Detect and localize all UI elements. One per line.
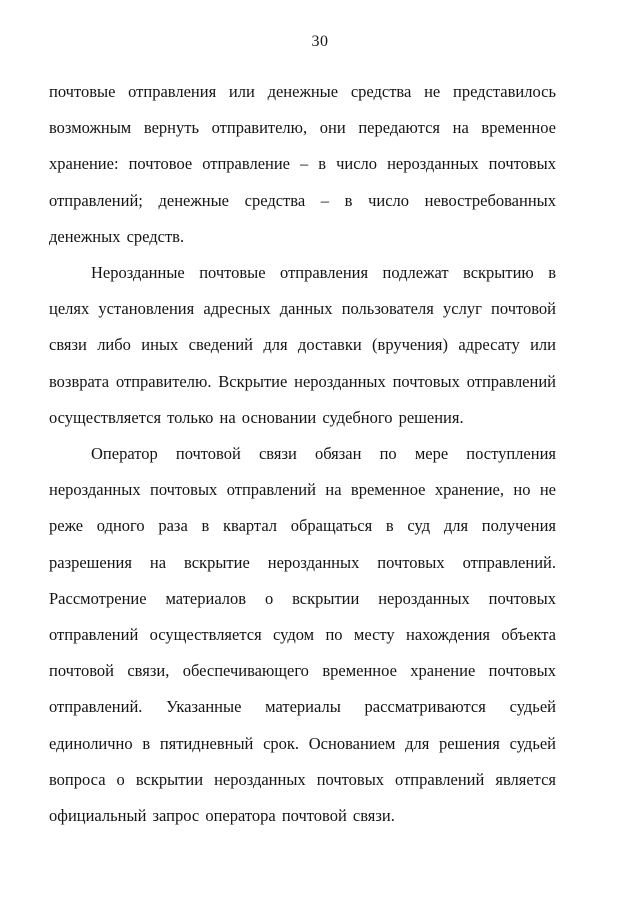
paragraph-1: почтовые отправления или денежные средства не представилось возможным вернуть отправителю, они передаются на временное хранение: почтовое отправление – в число нерозданных почтовых отправлений; денежные средства – в число невостребованных денежных средств. [49, 82, 556, 246]
paragraph-2: Нерозданные почтовые отправления подлежат вскрытию в целях установления адресных данных пользователя услуг почтовой связи либо иных сведений для доставки (вручения) адресату или возврата отправителю. Вскрытие нерозданных почтовых отправлений осуществляется только на основании судебного решения. [49, 263, 556, 427]
paragraph-3: Оператор почтовой связи обязан по мере поступления нерозданных почтовых отправлений на временное хранение, но не реже одного раза в квартал обращаться в суд для получения разрешения на вскрытие нерозданных почтовых отправлений. Рассмотрение материалов о вскрытии нерозданных почтовых отправлений осуществляется судом по месту нахождения объекта почтовой связи, обеспечивающего временное хранение почтовых отправлений. Указанные материалы рассматриваются судьей единолично в пятидневный срок. Основанием для решения судьей вопроса о вскрытии нерозданных почтовых отправлений является официальный запрос оператора почтовой связи. [49, 444, 556, 826]
page-number: 30 [311, 33, 329, 50]
document-body [49, 74, 556, 834]
